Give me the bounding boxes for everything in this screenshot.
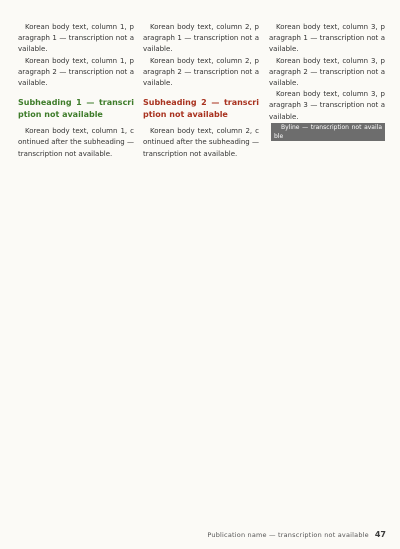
publication-name: Publication name — transcription not available	[207, 530, 369, 539]
paragraph: Korean body text, column 1, continued after the subheading — transcription not available.	[18, 127, 134, 158]
section-subheading: Subheading 2 — transcription not available	[143, 98, 259, 120]
page-number: 47	[374, 530, 386, 539]
paragraph: Korean body text, column 1, paragraph 2 — transcription not available.	[18, 56, 134, 88]
paragraph: Korean body text, column 2, paragraph 1 — transcription not available.	[143, 23, 259, 54]
paragraph-text: Korean body text, column 3, paragraph 3 — transcription not available.	[269, 90, 385, 121]
column-2	[143, 22, 259, 160]
paragraph: Korean body text, column 3, paragraph 2 — transcription not available.	[269, 56, 385, 88]
column-3	[269, 22, 385, 142]
section-subheading: Subheading 1 — transcription not available	[18, 98, 134, 120]
paragraph: Korean body text, column 3, paragraph 1 — transcription not available.	[269, 23, 385, 54]
paragraph: Korean body text, column 1, paragraph 1 — transcription not available.	[18, 23, 134, 54]
paragraph: Korean body text, column 2, paragraph 2 — transcription not available.	[143, 56, 259, 88]
paragraph: Korean body text, column 2, continued after the subheading — transcription not available.	[143, 127, 259, 158]
paragraph	[269, 89, 385, 142]
column-1	[18, 22, 134, 160]
page-footer	[207, 530, 386, 539]
author-byline: Byline — transcription not available	[271, 123, 385, 141]
